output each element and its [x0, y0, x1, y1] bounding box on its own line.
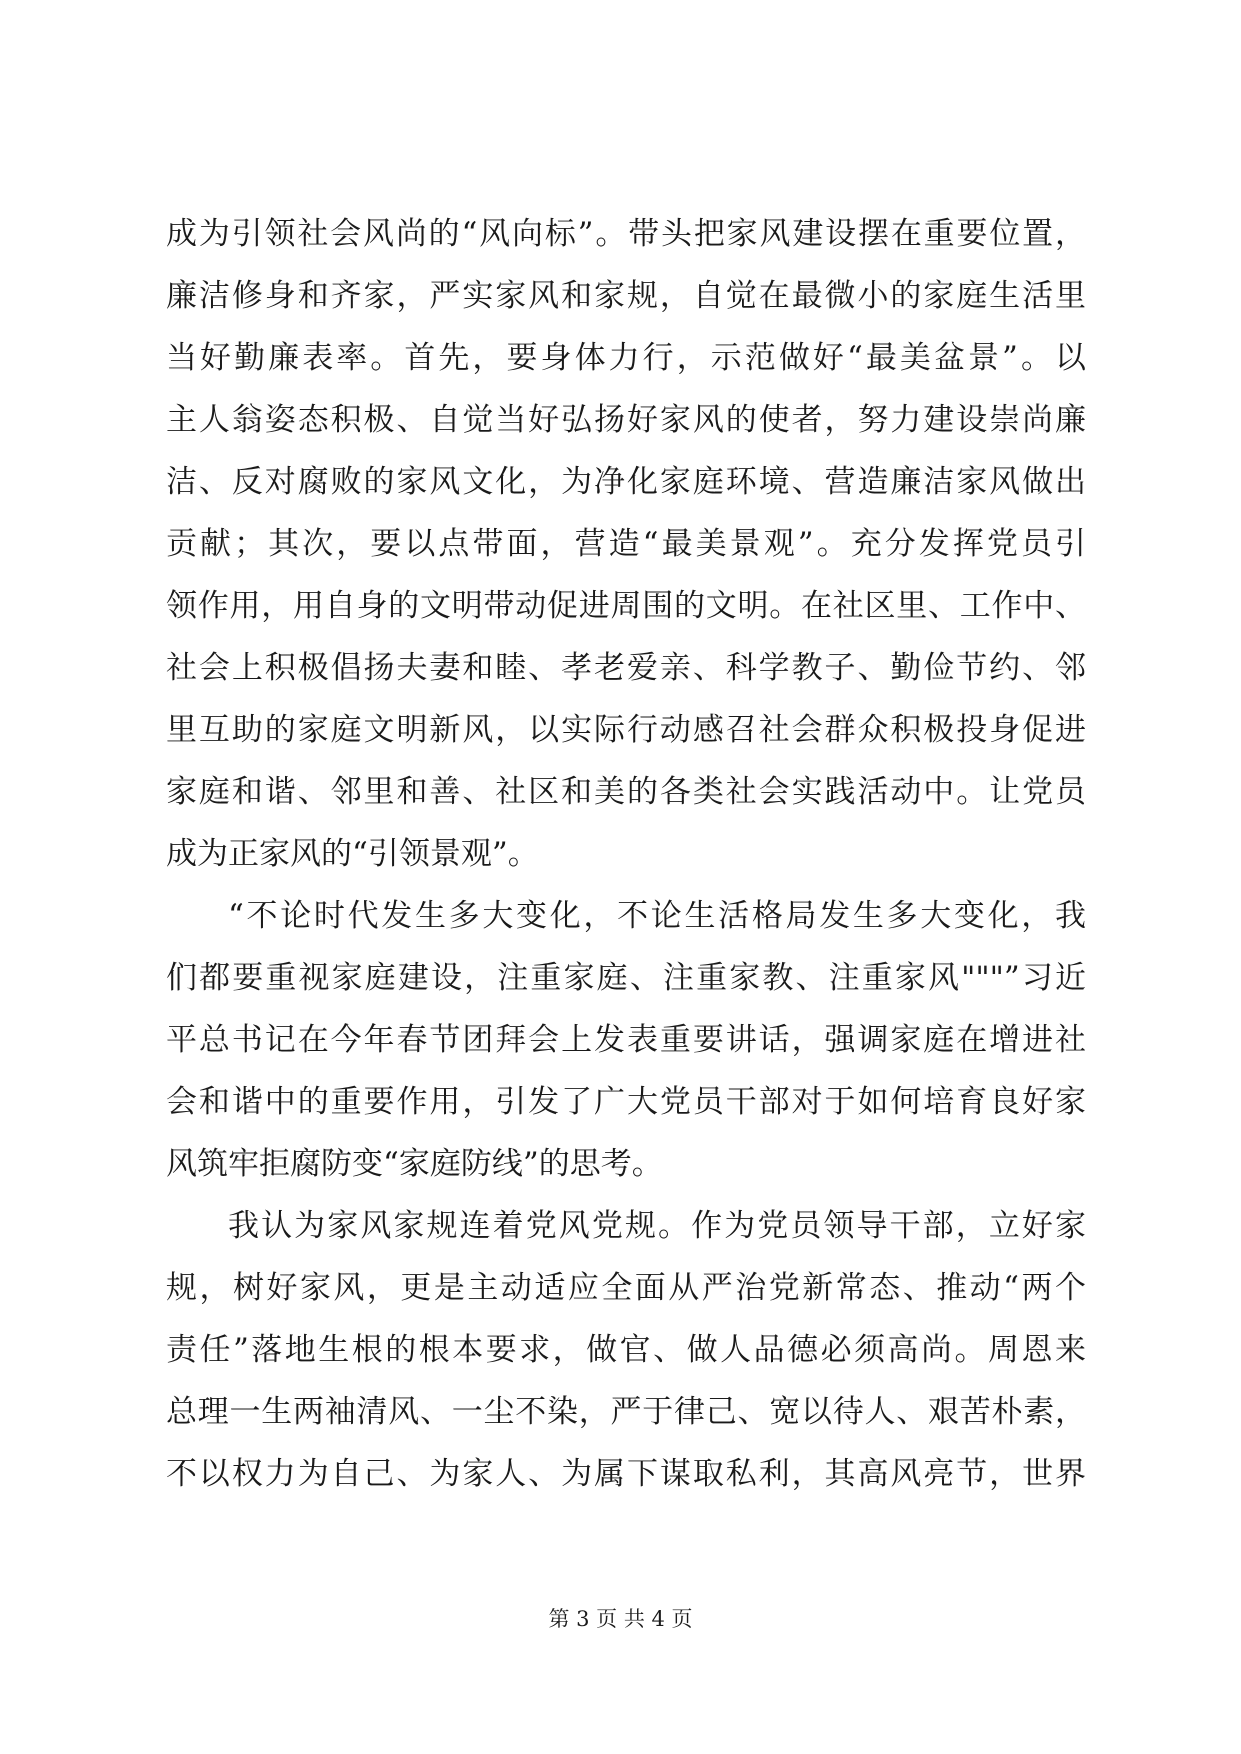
text-line: 我认为家风家规连着党风党规。作为党员领导干部，立好家 [228, 1208, 1086, 1244]
text-line: 廉洁修身和齐家，严实家风和家规，自觉在最微小的家庭生活里 [166, 278, 1086, 314]
text-line: 总理一生两袖清风、一尘不染，严于律己、宽以待人、艰苦朴素， [166, 1394, 1086, 1430]
text-line: 里互助的家庭文明新风，以实际行动感召社会群众积极投身促进 [166, 712, 1086, 748]
text-line: 成为正家风的“引领景观”。 [166, 836, 539, 872]
text-line: 社会上积极倡扬夫妻和睦、孝老爱亲、科学教子、勤俭节约、邻 [166, 650, 1086, 686]
text-line: 责任”落地生根的根本要求，做官、做人品德必须高尚。周恩来 [166, 1332, 1086, 1368]
text-line: 规，树好家风，更是主动适应全面从严治党新常态、推动“两个 [166, 1270, 1086, 1306]
text-line: 不以权力为自己、为家人、为属下谋取私利，其高风亮节，世界 [166, 1456, 1086, 1492]
text-line: 平总书记在今年春节团拜会上发表重要讲话，强调家庭在增进社 [166, 1022, 1086, 1058]
text-line: 家庭和谐、邻里和善、社区和美的各类社会实践活动中。让党员 [166, 774, 1086, 810]
text-line: “不论时代发生多大变化，不论生活格局发生多大变化，我 [228, 898, 1086, 934]
text-line: 主人翁姿态积极、自觉当好弘扬好家风的使者，努力建设崇尚廉 [166, 402, 1086, 438]
text-line: 领作用，用自身的文明带动促进周围的文明。在社区里、工作中、 [166, 588, 1086, 624]
page-footer: 第 3 页 共 4 页 [548, 1607, 693, 1631]
text-line: 风筑牢拒腐防变“家庭防线”的思考。 [166, 1146, 663, 1182]
text-line: 贡献；其次，要以点带面，营造“最美景观”。充分发挥党员引 [166, 526, 1086, 562]
text-line: 当好勤廉表率。首先，要身体力行，示范做好“最美盆景”。以 [166, 340, 1086, 376]
text-line: 成为引领社会风尚的“风向标”。带头把家风建设摆在重要位置， [166, 216, 1086, 252]
body-text [166, 203, 1086, 1505]
text-line: 们都要重视家庭建设，注重家庭、注重家教、注重家风"""”习近 [166, 960, 1086, 996]
text-line: 会和谐中的重要作用，引发了广大党员干部对于如何培育良好家 [166, 1084, 1086, 1120]
text-line: 洁、反对腐败的家风文化，为净化家庭环境、营造廉洁家风做出 [166, 464, 1086, 500]
